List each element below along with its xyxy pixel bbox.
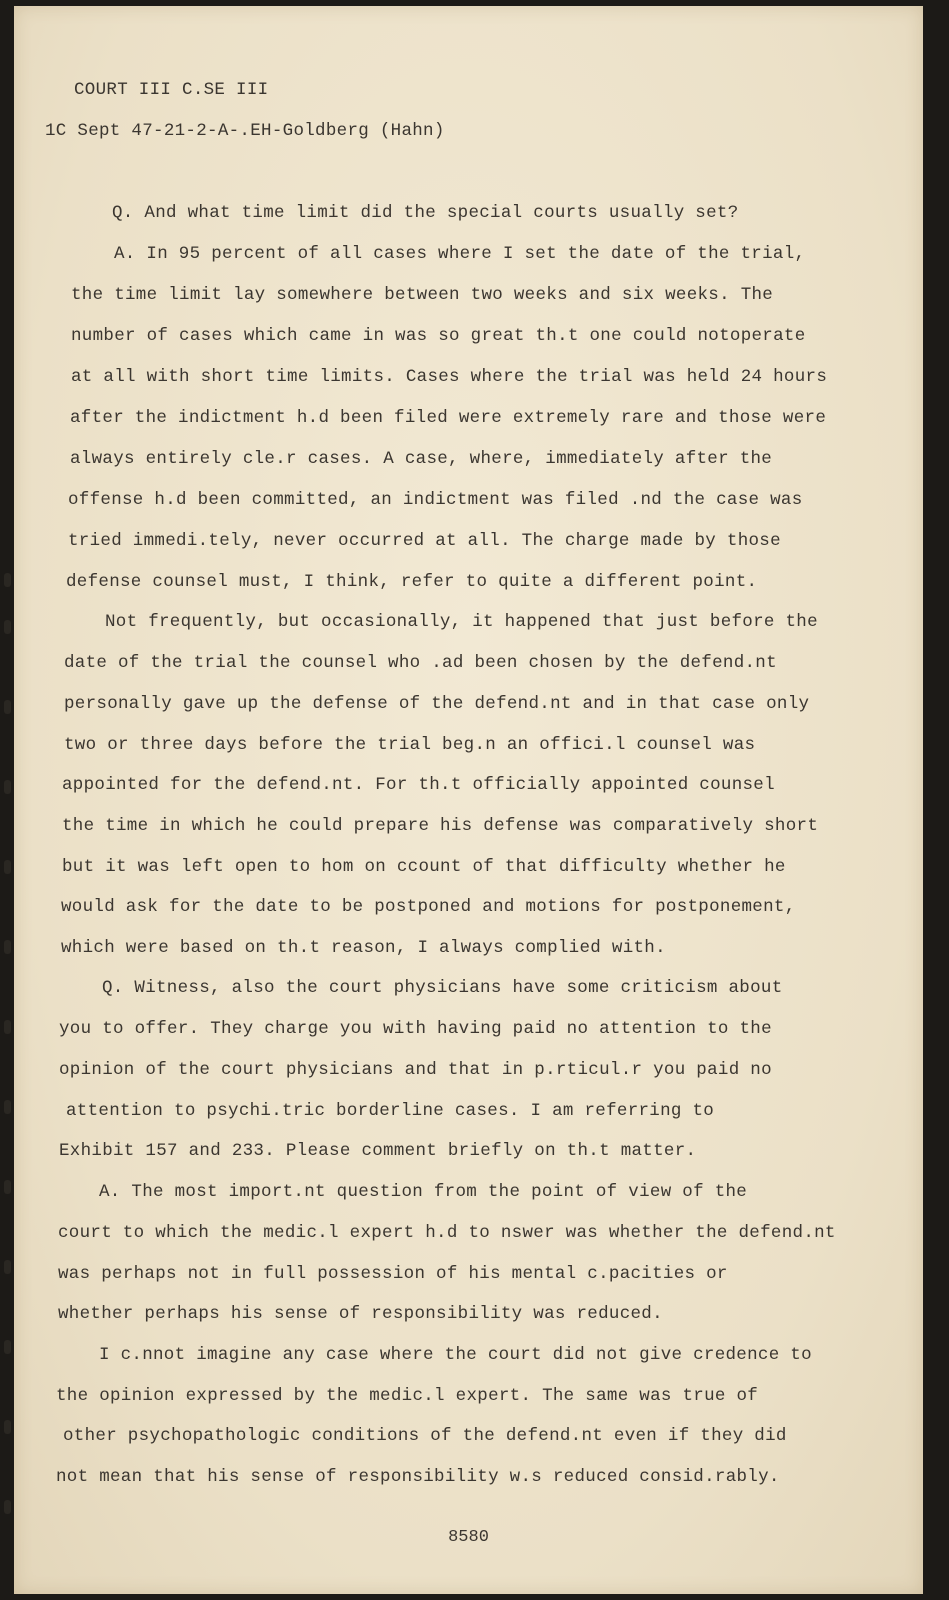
transcript-line: defense counsel must, I think, refer to quite a different point. xyxy=(66,572,758,592)
binding-hole xyxy=(4,700,11,714)
binding-hole xyxy=(4,940,11,954)
transcript-line: attention to psychi.tric borderline cases. I am referring to xyxy=(66,1101,715,1121)
transcript-line: Q. And what time limit did the special courts usually set? xyxy=(112,203,739,223)
binding-hole xyxy=(4,860,11,874)
transcript-line: Not frequently, but occasionally, it happened that just before the xyxy=(105,612,818,632)
transcript-line: not mean that his sense of responsibility w.s reduced consid.rably. xyxy=(56,1467,780,1487)
transcript-line: at all with short time limits. Cases where the trial was held 24 hours xyxy=(71,367,828,387)
page-number: 8580 xyxy=(448,1528,489,1547)
transcript-line: tried immedi.tely, never occurred at all. The charge made by those xyxy=(68,531,781,551)
transcript-line: the time limit lay somewhere between two weeks and six weeks. The xyxy=(71,285,774,305)
binding-hole xyxy=(4,1420,11,1434)
document-page xyxy=(14,6,923,1594)
case-header: COURT III C.SE III xyxy=(74,80,269,100)
transcript-line: after the indictment h.d been filed were extremely rare and those were xyxy=(70,408,827,428)
transcript-line: two or three days before the trial beg.n an offici.l counsel was xyxy=(64,735,756,755)
transcript-line: you to offer. They charge you with having paid no attention to the xyxy=(59,1019,772,1039)
transcript-line: offense h.d been committed, an indictment was filed .nd the case was xyxy=(68,490,803,510)
transcript-line: personally gave up the defense of the defend.nt and in that case only xyxy=(64,694,810,714)
binding-hole xyxy=(4,1020,11,1034)
transcript-line: number of cases which came in was so great th.t one could notoperate xyxy=(71,326,806,346)
binding-hole xyxy=(4,1100,11,1114)
transcript-line: always entirely cle.r cases. A case, where, immediately after the xyxy=(70,449,773,469)
binding-hole xyxy=(4,1340,11,1354)
transcript-line: A. In 95 percent of all cases where I set the date of the trial, xyxy=(114,244,806,264)
transcript-line: Q. Witness, also the court physicians have some criticism about xyxy=(102,978,783,998)
transcript-line: I c.nnot imagine any case where the court did not give credence to xyxy=(99,1345,812,1365)
transcript-line: the opinion expressed by the medic.l expert. The same was true of xyxy=(56,1386,759,1406)
transcript-line: A. The most import.nt question from the point of view of the xyxy=(99,1182,748,1202)
binding-hole xyxy=(4,1260,11,1274)
binding-hole xyxy=(4,780,11,794)
transcript-line: appointed for the defend.nt. For th.t officially appointed counsel xyxy=(62,775,775,795)
transcript-line: but it was left open to hom on ccount of that difficulty whether he xyxy=(62,857,786,877)
transcript-line: date of the trial the counsel who .ad been chosen by the defend.nt xyxy=(64,653,777,673)
binding-hole xyxy=(4,573,11,587)
transcript-line: whether perhaps his sense of responsibility was reduced. xyxy=(58,1304,663,1324)
binding-hole xyxy=(4,1500,11,1514)
transcript-line: which were based on th.t reason, I always complied with. xyxy=(61,938,666,958)
transcript-line: court to which the medic.l expert h.d to nswer was whether the defend.nt xyxy=(58,1223,836,1243)
transcript-line: would ask for the date to be postponed and motions for postponement, xyxy=(61,897,796,917)
transcript-line: opinion of the court physicians and that in p.rticul.r you paid no xyxy=(59,1060,772,1080)
transcript-line: other psychopathologic conditions of the defend.nt even if they did xyxy=(63,1426,787,1446)
binding-hole xyxy=(4,1180,11,1194)
binding-hole xyxy=(4,620,11,634)
session-header: 1C Sept 47-21-2-A-.EH-Goldberg (Hahn) xyxy=(45,121,445,141)
transcript-line: Exhibit 157 and 233. Please comment briefly on th.t matter. xyxy=(59,1141,697,1161)
transcript-line: was perhaps not in full possession of his mental c.pacities or xyxy=(58,1264,728,1284)
transcript-line: the time in which he could prepare his defense was comparatively short xyxy=(62,816,819,836)
